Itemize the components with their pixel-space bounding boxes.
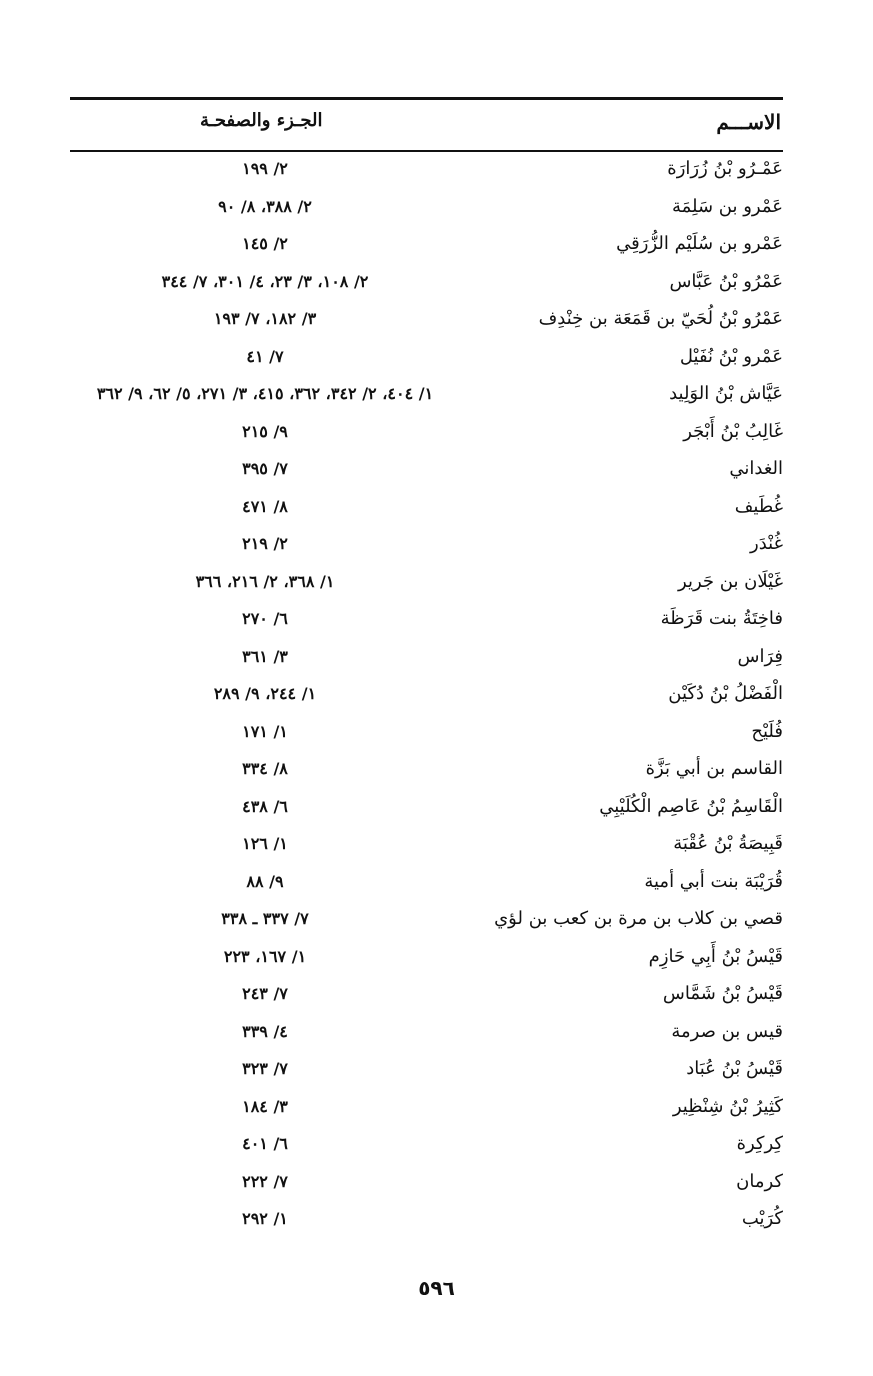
entry-name: قَيْسُ بْنُ شَمَّاس: [662, 983, 783, 1004]
index-row: [70, 488, 783, 526]
entry-name: عَمْـرُو بْنُ زُرَارَة: [667, 158, 783, 179]
entry-reference: ١/ ٢٤٤، ٩/ ٢٨٩: [213, 684, 317, 703]
entry-reference: ٦/ ٢٧٠: [242, 609, 288, 628]
index-row: [70, 300, 783, 338]
index-row: [70, 975, 783, 1013]
index-header: [70, 108, 783, 144]
entry-name: الْفَضْلُ بْنُ دُكَيْن: [668, 683, 783, 704]
entry-name: قيس بن صرمة: [671, 1020, 783, 1042]
entry-name: قُرَيْبَة بنت أبي أمية: [644, 870, 783, 892]
entry-reference: ٢/ ١٩٩: [242, 159, 288, 178]
index-row: [70, 150, 783, 188]
entry-reference: ٧/ ٣٣٧ ـ ٣٣٨: [221, 909, 309, 928]
index-row: [70, 713, 783, 751]
entry-name: الغداني: [729, 458, 783, 479]
index-row: [70, 863, 783, 901]
entry-name: عَمْرو بن سُلَيْم الزُّرَقِي: [616, 233, 783, 254]
name-column-header: الاســـم: [716, 110, 781, 134]
index-row: [70, 750, 783, 788]
entry-name: غُطَيف: [734, 495, 783, 517]
index-row: [70, 675, 783, 713]
index-list: [70, 150, 783, 1238]
entry-reference: ٧/ ٢٤٣: [242, 984, 288, 1003]
entry-reference: ١/ ١٦٧، ٢٢٣: [223, 946, 307, 966]
entry-name: فاخِتَةُ بنت قَرَظَة: [660, 608, 783, 629]
entry-name: قصي بن كلاب بن مرة بن كعب بن لؤي: [494, 908, 783, 929]
index-row: [70, 1125, 783, 1163]
index-row: [70, 563, 783, 601]
entry-reference: ٧/ ٤١: [246, 346, 284, 366]
index-row: [70, 413, 783, 451]
entry-reference: ٩/ ٢١٥: [242, 421, 288, 441]
index-row: [70, 600, 783, 638]
entry-name: القاسم بن أبي بَزَّة: [645, 758, 783, 779]
entry-reference: ٦/ ٤٣٨: [242, 796, 288, 816]
entry-name: غَالِبُ بْنُ أَبْجَر: [683, 420, 783, 442]
entry-name: قَبِيصَةُ بْنُ عُقْبَة: [673, 833, 783, 854]
entry-name: عَمْرُو بْنُ عَبَّاس: [669, 270, 783, 292]
entry-name: فِرَاس: [737, 645, 783, 667]
entry-reference: ١/ ٢٩٢: [242, 1209, 288, 1228]
entry-name: الْقَاسِمُ بْنُ عَاصِم الْكُلَيْبِي: [599, 795, 783, 817]
entry-reference: ٨/ ٣٣٤: [242, 759, 288, 778]
entry-reference: ٤/ ٣٣٩: [242, 1021, 288, 1041]
index-row: [70, 525, 783, 563]
reference-column-header: الجـزء والصفحـة: [200, 110, 323, 131]
index-row: [70, 1200, 783, 1238]
entry-name: كِركِرة: [736, 1133, 783, 1154]
entry-reference: ٣/ ٣٦١: [242, 646, 288, 666]
index-row: [70, 263, 783, 301]
index-row: [70, 900, 783, 938]
entry-reference: ٢/ ١٤٥: [242, 234, 288, 253]
entry-reference: ٨/ ٤٧١: [242, 496, 288, 516]
entry-reference: ١/ ٣٦٨، ٢/ ٢١٦، ٣٦٦: [195, 571, 335, 591]
index-row: [70, 1013, 783, 1051]
entry-name: كُرَيْب: [741, 1208, 783, 1229]
entry-name: عَيَّاش بْنُ الوَلِيد: [669, 383, 783, 404]
entry-name: فُلَيْح: [751, 720, 783, 742]
entry-reference: ٣/ ١٨٢، ٧/ ١٩٣: [213, 309, 317, 328]
entry-name: غَيْلَان بن جَرير: [678, 570, 783, 592]
entry-reference: ٧/ ٣٩٥: [242, 459, 288, 478]
index-row: [70, 225, 783, 263]
entry-reference: ٧/ ٢٢٢: [242, 1171, 288, 1191]
entry-reference: ٢/ ١٠٨، ٣/ ٢٣، ٤/ ٣٠١، ٧/ ٣٤٤: [161, 271, 369, 291]
entry-reference: ٩/ ٨٨: [246, 871, 284, 891]
index-row: [70, 450, 783, 488]
index-row: [70, 1088, 783, 1126]
entry-name: كَثِيرُ بْنُ شِنْظِير: [672, 1095, 783, 1117]
entry-reference: ١/ ٤٠٤، ٢/ ٣٤٢، ٣٦٢، ٤١٥، ٣/ ٢٧١، ٥/ ٦٢، ٩/ ٣٦٢: [96, 384, 434, 403]
entry-reference: ٢/ ٣٨٨، ٨/ ٩٠: [218, 196, 312, 216]
index-row: [70, 638, 783, 676]
entry-reference: ٢/ ٢١٩: [242, 534, 288, 553]
page-number: ٥٩٦: [418, 1276, 455, 1300]
entry-name: عَمْرُو بْنُ لُحَيّ بن قَمَعَة بن خِنْدِف: [538, 308, 783, 329]
entry-name: غُنْدَر: [750, 533, 783, 554]
entry-reference: ١/ ١٧١: [242, 721, 288, 741]
index-row: [70, 1163, 783, 1201]
entry-name: عَمْرو بن سَلِمَة: [671, 195, 783, 217]
entry-reference: ١/ ١٢٦: [242, 834, 288, 853]
entry-name: قَيْسُ بْنُ عُبَاد: [686, 1058, 783, 1079]
index-row: [70, 188, 783, 226]
entry-name: قَيْسُ بْنُ أَبِي حَازِم: [648, 945, 783, 967]
index-row: [70, 788, 783, 826]
entry-name: كرمان: [736, 1170, 783, 1192]
top-rule: [70, 97, 783, 100]
index-row: [70, 1050, 783, 1088]
entry-reference: ٧/ ٣٢٣: [242, 1059, 288, 1078]
entry-reference: ٦/ ٤٠١: [242, 1134, 288, 1153]
index-row: [70, 375, 783, 413]
entry-name: عَمْرو بْنُ نُفَيْل: [679, 345, 783, 367]
index-row: [70, 825, 783, 863]
entry-reference: ٣/ ١٨٤: [242, 1096, 288, 1116]
index-row: [70, 938, 783, 976]
index-row: [70, 338, 783, 376]
